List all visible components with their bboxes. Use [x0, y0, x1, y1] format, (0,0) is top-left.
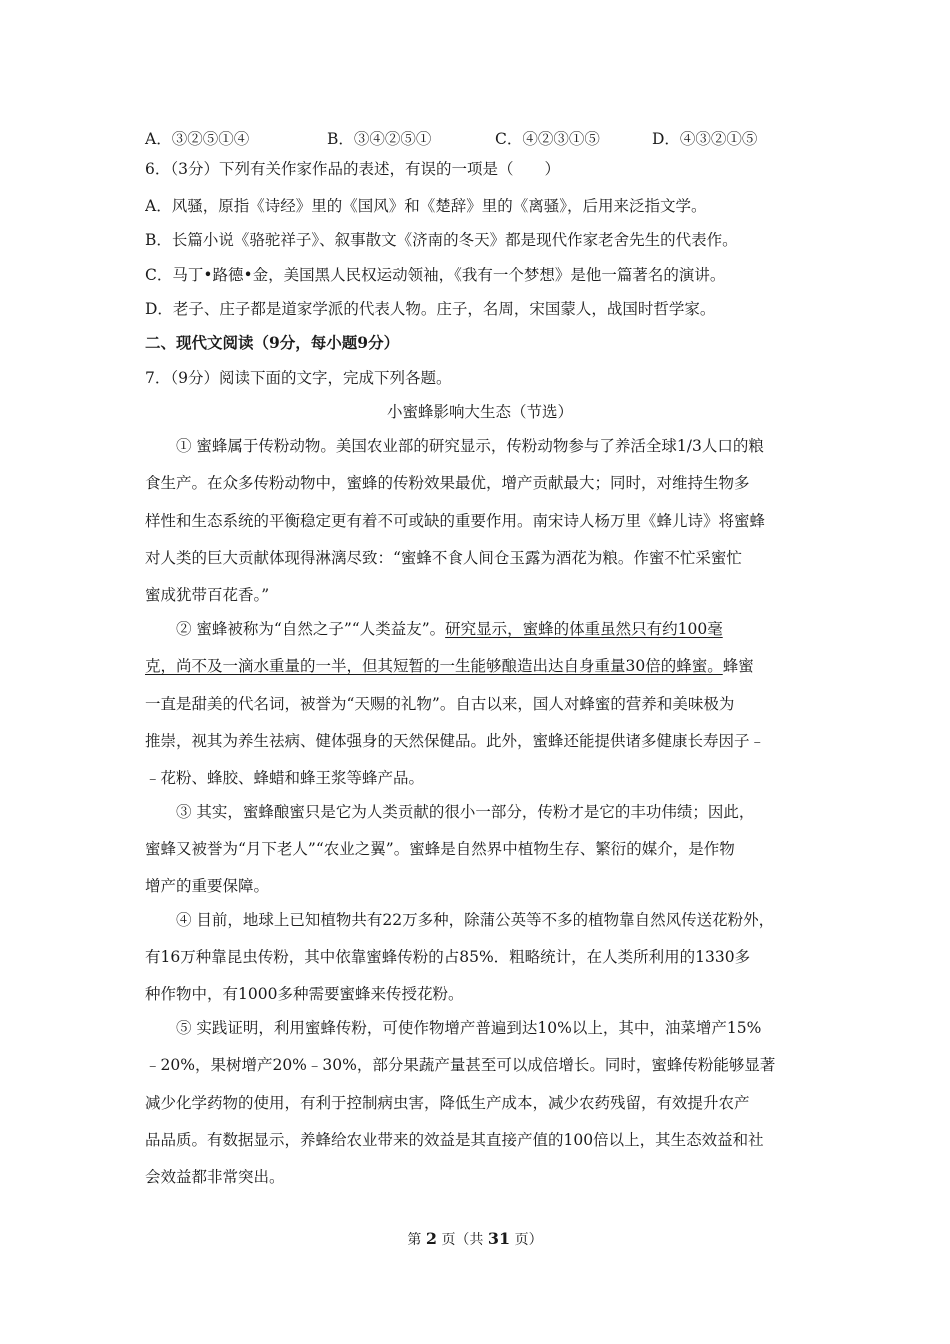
article-line: 食生产。在众多传粉动物中，蜜蜂的传粉效果最优，增产贡献最大；同时，对维持生物多: [145, 474, 750, 492]
q5-option-b: B．③④②⑤①: [327, 130, 432, 148]
q5-option-d: D．④③②①⑤: [652, 130, 758, 148]
q6-option-c: C．马丁•路德•金，美国黑人民权运动领袖，《我有一个梦想》是他一篇著名的演讲。: [145, 266, 726, 284]
article-line: 会效益都非常突出。: [145, 1168, 285, 1186]
q6-option-b: B．长篇小说《骆驼祥子》、叙事散文《济南的冬天》都是现代作家老舍先生的代表作。: [145, 231, 738, 249]
article-line: 对人类的巨大贡献体现得淋漓尽致：“蜜蜂不食人间仓玉露为酒花为粮。作蜜不忙采蜜忙: [145, 549, 742, 567]
q6-stem: 6．（3分）下列有关作家作品的表述，有误的一项是（ ）: [145, 160, 560, 178]
q5-option-a: A．③②⑤①④: [145, 130, 250, 148]
article-line: 蜜蜂又被誉为“月下老人”“农业之翼”。蜜蜂是自然界中植物生存、繁衍的媒介，是作物: [145, 840, 735, 858]
article-line: ④ 目前，地球上已知植物共有22万多种，除蒲公英等不多的植物靠自然风传送花粉外，: [176, 911, 775, 929]
article-line: 一直是甜美的代名词，被誉为“天赐的礼物”。自古以来，国人对蜂蜜的营养和美味极为: [145, 695, 735, 713]
underlined-sentence: 研究显示，蜜蜂的体重虽然只有约100毫: [445, 620, 723, 638]
page-footer: [0, 1229, 950, 1250]
section-title: 二、现代文阅读（9分，每小题9分）: [145, 333, 400, 352]
article-line: 蜜成犹带百花香。”: [145, 586, 270, 604]
article-line: [176, 619, 815, 639]
article-line: ﹣花粉、蜂胶、蜂蜡和蜂王浆等蜂产品。: [145, 769, 425, 787]
q5-option-c: C．④②③①⑤: [495, 130, 600, 148]
underlined-sentence: 克，尚不及一滴水重量的一半，但其短暂的一生能够酿造出达自身重量30倍的蜂蜜。: [145, 657, 723, 675]
page-number: 2: [425, 1229, 437, 1248]
article-text: 蜂蜜: [722, 657, 754, 675]
article-line: 样性和生态系统的平衡稳定更有着不可或缺的重要作用。南宋诗人杨万里《蜂儿诗》将蜜蜂: [145, 512, 766, 530]
article-line: 增产的重要保障。: [145, 877, 270, 895]
page-total: 31: [487, 1229, 511, 1248]
article-line: 减少化学药物的使用，有利于控制病虫害，降低生产成本，减少农药残留，有效提升农产: [145, 1094, 750, 1112]
article-title: 小蜜蜂影响大生态（节选）: [386, 403, 573, 421]
footer-prefix: 第: [407, 1232, 422, 1248]
article-line: ① 蜜蜂属于传粉动物。美国农业部的研究显示，传粉动物参与了养活全球1/3人口的粮: [176, 437, 764, 455]
article-line: 推崇，视其为养生祛病、健体强身的天然保健品。此外，蜜蜂还能提供诸多健康长寿因子﹣: [145, 732, 766, 750]
footer-suffix: 页）: [514, 1232, 543, 1248]
article-line: ﹣20%，果树增产20%﹣30%，部分果蔬产量甚至可以成倍增长。同时，蜜蜂传粉能够显著: [145, 1056, 776, 1074]
q6-option-a: A．风骚，原指《诗经》里的《国风》和《楚辞》里的《离骚》，后用来泛指文学。: [145, 197, 707, 215]
footer-mid: 页（共: [441, 1232, 484, 1248]
article-text: ② 蜜蜂被称为“自然之子”“人类益友”。: [176, 620, 446, 638]
article-line: ③ 其实，蜜蜂酿蜜只是它为人类贡献的很小一部分，传粉才是它的丰功伟绩；因此，: [176, 803, 755, 821]
q6-option-d: D．老子、庄子都是道家学派的代表人物。庄子，名周，宋国蒙人，战国时哲学家。: [145, 300, 716, 318]
article-line: 种作物中，有1000多种需要蜜蜂来传授花粉。: [145, 985, 464, 1003]
q7-stem: 7．（9分）阅读下面的文字，完成下列各题。: [145, 369, 452, 387]
article-line: ⑤ 实践证明，利用蜜蜂传粉，可使作物增产普遍到达10%以上，其中，油菜增产15%: [176, 1019, 762, 1037]
article-line: 有16万种靠昆虫传粉，其中依靠蜜蜂传粉的占85%．粗略统计，在人类所利用的1330多: [145, 948, 751, 966]
article-line: [145, 656, 815, 676]
article-line: 品品质。有数据显示，养蜂给农业带来的效益是其直接产值的100倍以上，其生态效益和社: [145, 1131, 764, 1149]
q5-options: [145, 127, 815, 147]
